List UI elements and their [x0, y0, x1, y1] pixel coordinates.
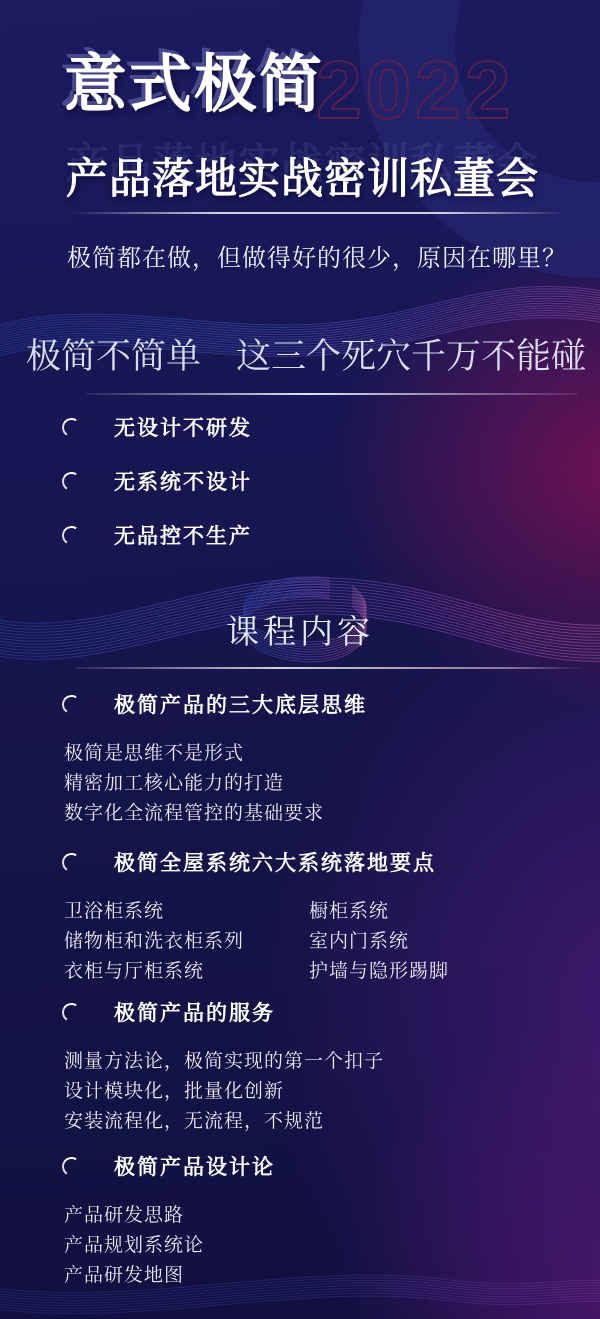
section-title-row	[62, 997, 582, 1027]
section-item-list	[309, 897, 582, 987]
pitfall-label: 无品控不生产	[114, 525, 252, 548]
year-watermark: 2022	[316, 45, 515, 136]
list-item: 极简是思维不是形式	[64, 743, 245, 764]
list-item: 安装流程化，无流程，不规范	[64, 1111, 325, 1132]
pitfalls-list	[62, 412, 252, 550]
pitfall-label: 无系统不设计	[114, 471, 252, 494]
list-item: 设计模块化，批量化创新	[64, 1081, 285, 1102]
list-item: 产品研发思路	[64, 1205, 185, 1226]
list-item: 数字化全流程管控的基础要求	[64, 803, 325, 824]
divider	[76, 667, 584, 669]
poster-subtitle: 产品落地实战密训私董会	[66, 155, 540, 202]
section-item-list	[64, 897, 307, 987]
list-item: 产品研发地图	[64, 1265, 185, 1286]
section-title: 极简产品设计论	[114, 1156, 275, 1179]
course-section-design	[62, 1151, 582, 1291]
crescent-bullet-icon	[60, 416, 83, 439]
section-title-row	[62, 847, 582, 877]
crescent-bullet-icon	[60, 524, 83, 547]
list-item: 护墙与隐形踢脚	[309, 961, 450, 982]
divider	[70, 212, 564, 214]
course-section-service	[62, 997, 582, 1137]
pitfall-label: 无设计不研发	[114, 417, 252, 440]
course-content-heading: 课程内容	[226, 613, 374, 650]
course-section-thinking	[62, 689, 582, 829]
list-item: 卫浴柜系统	[64, 901, 165, 922]
section-title: 极简全屋系统六大系统落地要点	[114, 852, 436, 875]
list-item: 衣柜与厅柜系统	[64, 961, 205, 982]
section-title: 极简产品的三大底层思维	[114, 694, 367, 717]
list-item: 测量方法论，极简实现的第一个扣子	[64, 1051, 385, 1072]
crescent-bullet-icon	[60, 470, 83, 493]
list-item	[62, 520, 252, 550]
list-item: 精密加工核心能力的打造	[64, 773, 285, 794]
section-item-list	[64, 1201, 582, 1291]
crescent-bullet-icon	[60, 693, 83, 716]
list-item: 室内门系统	[309, 931, 410, 952]
section-title: 极简产品的服务	[114, 1002, 275, 1025]
crescent-bullet-icon	[60, 1155, 83, 1178]
list-item: 储物柜和洗衣柜系列	[64, 931, 245, 952]
section-item-list	[64, 1047, 582, 1137]
pitfalls-heading: 极简不简单 这三个死穴千万不能碰	[26, 337, 587, 376]
section-columns	[62, 897, 582, 987]
list-item	[62, 466, 252, 496]
list-item: 产品规划系统论	[64, 1235, 205, 1256]
section-item-list	[64, 739, 582, 829]
intro-question: 极简都在做，但做得好的很少，原因在哪里？	[67, 245, 567, 272]
list-item: 橱柜系统	[309, 901, 390, 922]
list-item	[62, 412, 252, 442]
crescent-bullet-icon	[60, 1001, 83, 1024]
section-title-row	[62, 689, 582, 719]
crescent-bullet-icon	[60, 851, 83, 874]
divider	[86, 393, 578, 395]
poster-title: 意式极简	[64, 50, 324, 120]
section-title-row	[62, 1151, 582, 1181]
course-section-systems	[62, 847, 582, 987]
